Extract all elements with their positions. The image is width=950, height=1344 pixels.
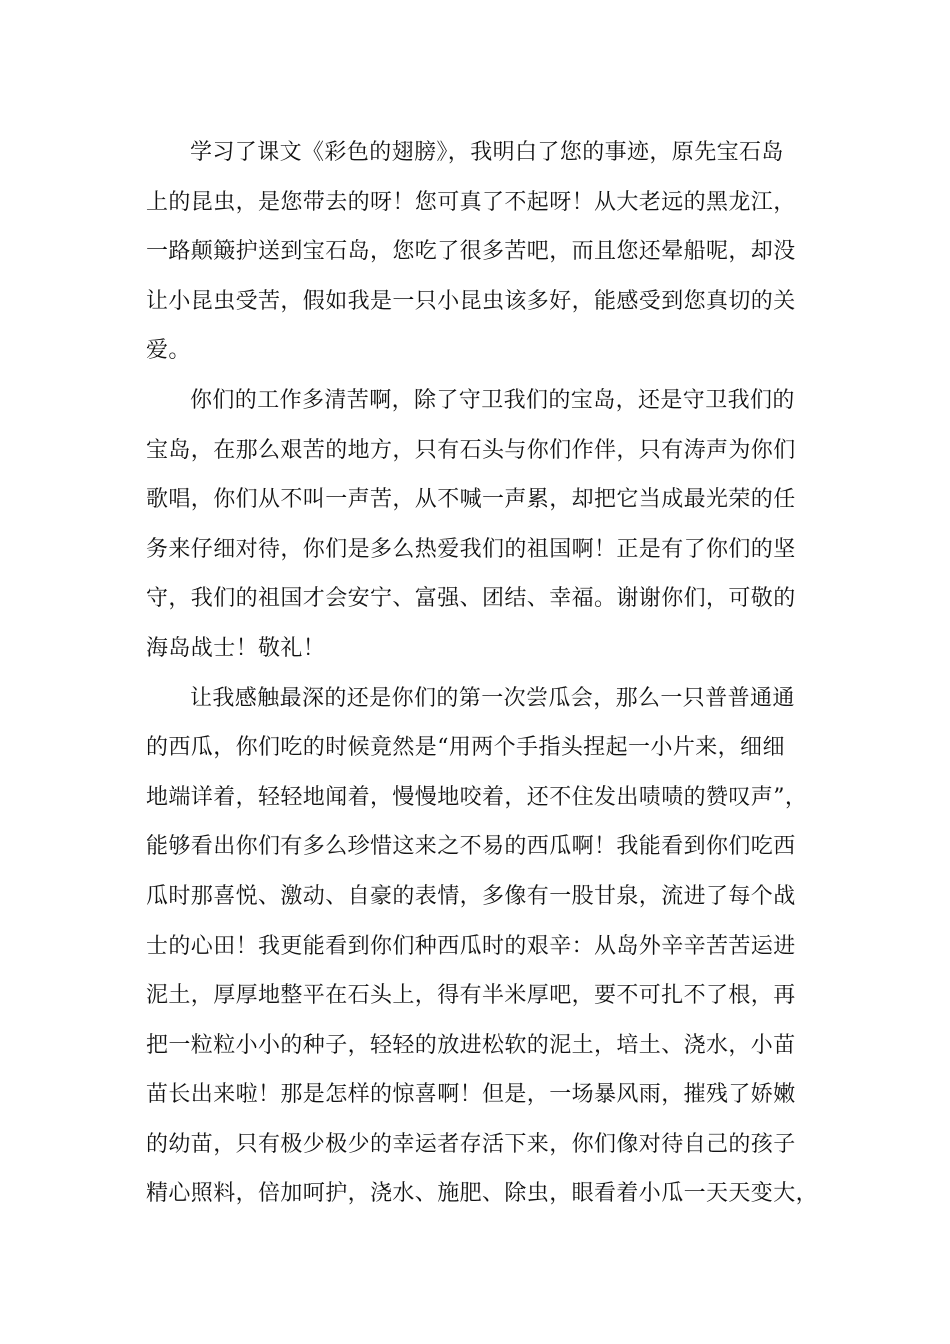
text-line: 你们的工作多清苦啊，除了守卫我们的宝岛，还是守卫我们的 xyxy=(190,387,795,413)
essay-body xyxy=(146,128,826,1219)
text-line: 让我感触最深的还是你们的第一次尝瓜会，那么一只普普通通 xyxy=(190,685,795,711)
text-line: 务来仔细对待，你们是多么热爱我们的祖国啊！正是有了你们的坚 xyxy=(146,536,796,562)
text-line: 瓜时那喜悦、激动、自豪的表情，多像有一股甘泉，流进了每个战 xyxy=(146,883,796,909)
text-line: 的西瓜，你们吃的时候竟然是“用两个手指头捏起一小片来，细细 xyxy=(146,735,785,761)
text-line: 一路颠簸护送到宝石岛，您吃了很多苦吧，而且您还晕船呢，却没 xyxy=(146,239,796,265)
text-line: 守，我们的祖国才会安宁、富强、团结、幸福。谢谢你们，可敬的 xyxy=(146,586,796,612)
text-line: 能够看出你们有多么珍惜这来之不易的西瓜啊！我能看到你们吃西 xyxy=(146,834,796,860)
text-line: 海岛战士！敬礼！ xyxy=(146,635,326,661)
text-line: 精心照料，倍加呵护，浇水、施肥、除虫，眼看着小瓜一天天变大， xyxy=(146,1181,819,1207)
text-line: 士的心田！我更能看到你们种西瓜时的艰辛：从岛外辛辛苦苦运进 xyxy=(146,933,796,959)
paragraph-3 xyxy=(146,674,826,1220)
text-line: 苗长出来啦！那是怎样的惊喜啊！但是，一场暴风雨，摧残了娇嫩 xyxy=(146,1082,796,1108)
paragraph-2 xyxy=(146,376,826,674)
paragraph-1 xyxy=(146,128,826,376)
text-line: 爱。 xyxy=(146,338,191,364)
text-line: 让小昆虫受苦，假如我是一只小昆虫该多好，能感受到您真切的关 xyxy=(146,288,796,314)
text-line: 把一粒粒小小的种子，轻轻的放进松软的泥土，培土、浇水，小苗 xyxy=(146,1032,796,1058)
text-line: 宝岛，在那么艰苦的地方，只有石头与你们作伴，只有涛声为你们 xyxy=(146,437,796,463)
text-line: 歌唱，你们从不叫一声苦，从不喊一声累，却把它当成最光荣的任 xyxy=(146,487,796,513)
text-line: 的幼苗，只有极少极少的幸运者存活下来，你们像对待自己的孩子 xyxy=(146,1131,796,1157)
text-line: 地端详着，轻轻地闻着，慢慢地咬着，还不住发出啧啧的赞叹声”， xyxy=(146,784,808,810)
text-line: 上的昆虫，是您带去的呀！您可真了不起呀！从大老远的黑龙江， xyxy=(146,189,796,215)
text-line: 学习了课文《彩色的翅膀》，我明白了您的事迹，原先宝石岛 xyxy=(190,140,784,165)
text-line: 泥土，厚厚地整平在石头上，得有半米厚吧，要不可扎不了根，再 xyxy=(146,983,796,1009)
